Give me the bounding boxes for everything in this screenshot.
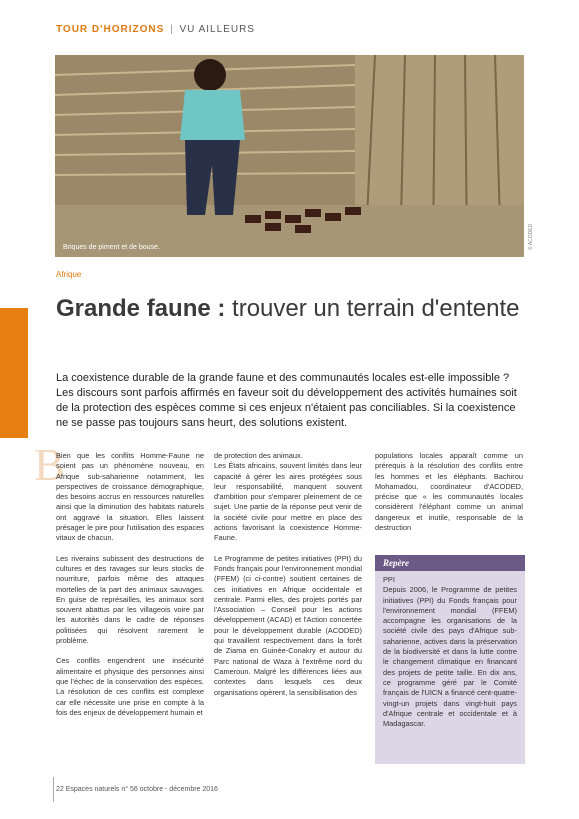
title-rest: trouver un terrain d'entente bbox=[225, 295, 520, 322]
article-photo bbox=[55, 55, 524, 257]
repere-body bbox=[375, 571, 525, 733]
photo-credit: © ACODED bbox=[528, 223, 534, 250]
orange-accent-bar bbox=[0, 308, 28, 438]
section-separator: | bbox=[170, 24, 174, 35]
text-column-2 bbox=[214, 451, 362, 698]
text-column-3 bbox=[375, 451, 523, 533]
dropcap-letter: B bbox=[34, 439, 65, 490]
footer-divider bbox=[53, 777, 54, 802]
photo-caption: Briques de piment et de bouse. bbox=[63, 244, 160, 251]
article-lead: La coexistence durable de la grande faune et des communautés locales est-elle impossible ? Les discours sont parfois affirmés en faveur soit du développement des activités humaines soit de la protection des espèces comme si ces enjeux n'étaient pas conciliables. Si la coexistence ne se passe pas toujours sans heurt, des solutions existent. bbox=[56, 372, 517, 429]
text-column-1 bbox=[56, 451, 204, 718]
article-title bbox=[56, 294, 526, 323]
paragraph: populations locales apparaît comme un prérequis à la résolution des conflits entre les hommes et les éléphants. Bachirou Mohamadou, coordinateur d'ACODED, précise que « les communautés locales considèrent l'éléphant comme un animal dangereux et inutile, responsable de la destruction bbox=[375, 451, 523, 533]
section-header bbox=[56, 24, 255, 35]
page-footer: 22 Espaces naturels n° 56 octobre - décembre 2016 bbox=[56, 786, 218, 793]
title-bold: Grande faune : bbox=[56, 295, 226, 322]
paragraph: Le Programme de petites initiatives (PPI) du Fonds français pour l'environnement mondial (FFEM) (ci ci-contre) soutient certaines de ces initiatives en Afrique occidentale et centrale. Parmi elles, des projets portés par l'Association – Conseil pour les actions développement (ACAD) et l'Action concertée pour le développement durable (ACODED) qui travaillent respectivement dans la forêt de Ziama en Guinée-Conakry et autour du Parc national de Waza à l'extrême nord du Cameroun. Malgré les différences liées aux contextes dans lesquels ces deux organisations opèrent, la sensibilisation des bbox=[214, 553, 362, 697]
article-kicker: Afrique bbox=[56, 270, 82, 279]
paragraph: Les États africains, souvent limités dans leur capacité à gérer les aires protégées sous leur responsabilité, manquent souvent d'ambition pour s'emparer pleinement de ce sujet. Une partie de la réponse peut venir de la société civile pour mettre en place des actions favorisant la coexistence Homme-Faune. bbox=[214, 461, 362, 543]
repere-label: PPI bbox=[383, 575, 395, 584]
paragraph: Ces conflits engendrent une insécurité alimentaire et physique des personnes ainsi que l'échec de la conservation des espèces. La résolution de ces conflits est complexe car elle nécessite une prise en compte à la fois des enjeux de développement humain et bbox=[56, 656, 204, 717]
repere-text: Depuis 2006, le Programme de petites initiatives (PPI) du Fonds français pour l'environnement mondial (FFEM) accompagne les organisations de la société civile des pays d'Afrique sub-saharienne, actives dans la préservation de la biodiversité et dans la lutte contre le changement climatique en financant des projets de petite taille. En dix ans, ce programme géré par le Comité français de l'UICN a financé cent-quatre-vingt-un projets dans vingt-huit pays d'Afrique centrale et occidentale et à Madagascar. bbox=[383, 585, 517, 729]
subsection-name: VU AILLEURS bbox=[179, 24, 255, 35]
repere-heading: Repère bbox=[375, 555, 525, 571]
paragraph: Bien que les conflits Homme-Faune ne soient pas un phénomène nouveau, en Afrique sub-saharienne notamment, les perspectives de croissance démographique, des besoins accrus en ressources naturelles ainsi que la diminution des habitats naturels ont aggravé la situation. Elles laissent présager le pire pour l'utilisation des espaces vitaux de chacun. bbox=[56, 451, 204, 543]
repere-sidebar bbox=[375, 555, 525, 764]
section-name: TOUR D'HORIZONS bbox=[56, 24, 165, 35]
photo-illustration bbox=[55, 55, 524, 257]
paragraph: Les riverains subissent des destructions de cultures et des ravages sur leurs stocks de nourriture, parfois même des attaques mortelles de la part des animaux sauvages. En guise de représailles, les animaux sont souvent abattus par les villageois voire par les autorités dans le cadre de réponses politisées qui résolvent rarement le problème. bbox=[56, 553, 204, 646]
paragraph: de protection des animaux. bbox=[214, 451, 303, 460]
